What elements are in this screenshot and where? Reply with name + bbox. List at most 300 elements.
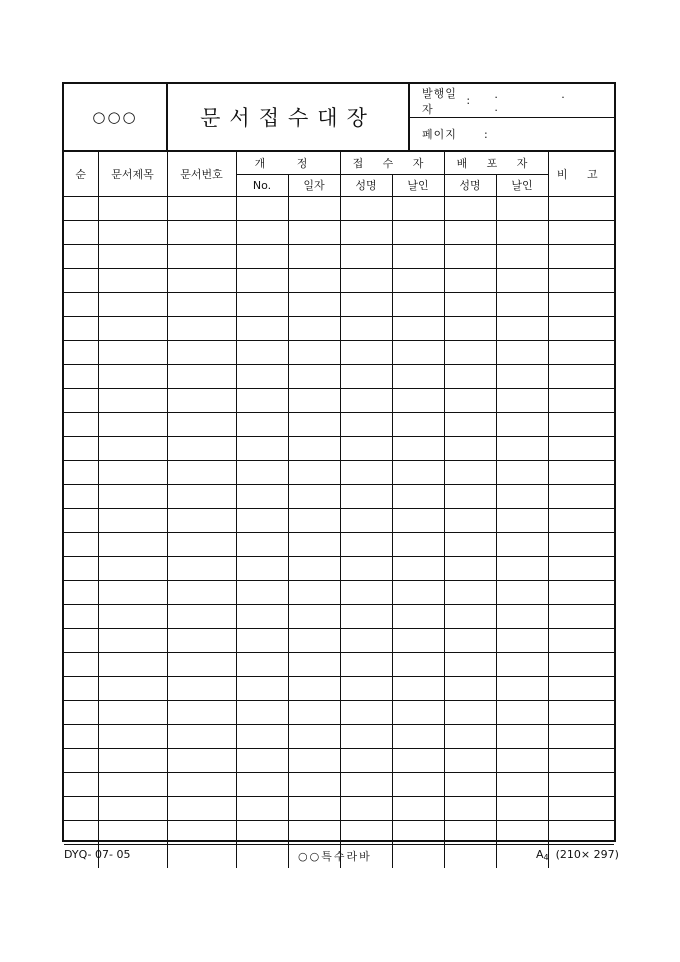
cell-revision-date[interactable] bbox=[288, 580, 340, 604]
cell-revision-no[interactable] bbox=[236, 796, 288, 820]
cell-revision-date[interactable] bbox=[288, 700, 340, 724]
cell-distributor-name[interactable] bbox=[444, 268, 496, 292]
cell-distributor-seal[interactable] bbox=[496, 460, 548, 484]
cell-seq[interactable] bbox=[64, 340, 98, 364]
cell-revision-date[interactable] bbox=[288, 316, 340, 340]
cell-receiver-name[interactable] bbox=[340, 796, 392, 820]
cell-distributor-seal[interactable] bbox=[496, 700, 548, 724]
cell-distributor-name[interactable] bbox=[444, 292, 496, 316]
cell-doc-number[interactable] bbox=[167, 412, 236, 436]
cell-receiver-name[interactable] bbox=[340, 436, 392, 460]
cell-distributor-name[interactable] bbox=[444, 460, 496, 484]
cell-revision-date[interactable] bbox=[288, 556, 340, 580]
cell-doc-title[interactable] bbox=[98, 340, 167, 364]
cell-doc-number[interactable] bbox=[167, 484, 236, 508]
cell-seq[interactable] bbox=[64, 604, 98, 628]
cell-revision-date[interactable] bbox=[288, 676, 340, 700]
cell-distributor-seal[interactable] bbox=[496, 436, 548, 460]
cell-receiver-name[interactable] bbox=[340, 628, 392, 652]
col-revision-date-header: 일자 bbox=[288, 174, 340, 196]
cell-revision-no[interactable] bbox=[236, 772, 288, 796]
cell-seq[interactable] bbox=[64, 652, 98, 676]
cell-remarks[interactable] bbox=[548, 196, 614, 220]
col-revision-no-header: No. bbox=[236, 174, 288, 196]
cell-doc-number[interactable] bbox=[167, 772, 236, 796]
cell-remarks[interactable] bbox=[548, 748, 614, 772]
cell-distributor-seal[interactable] bbox=[496, 484, 548, 508]
cell-remarks[interactable] bbox=[548, 340, 614, 364]
cell-revision-date[interactable] bbox=[288, 484, 340, 508]
cell-remarks[interactable] bbox=[548, 580, 614, 604]
cell-distributor-name[interactable] bbox=[444, 508, 496, 532]
cell-doc-number[interactable] bbox=[167, 628, 236, 652]
cell-receiver-name[interactable] bbox=[340, 460, 392, 484]
cell-receiver-seal[interactable] bbox=[392, 436, 444, 460]
cell-doc-title[interactable] bbox=[98, 556, 167, 580]
cell-receiver-name[interactable] bbox=[340, 340, 392, 364]
cell-receiver-name[interactable] bbox=[340, 484, 392, 508]
cell-revision-no[interactable] bbox=[236, 364, 288, 388]
cell-remarks[interactable] bbox=[548, 508, 614, 532]
cell-distributor-name[interactable] bbox=[444, 724, 496, 748]
cell-receiver-name[interactable] bbox=[340, 748, 392, 772]
cell-doc-number[interactable] bbox=[167, 268, 236, 292]
issue-date-row bbox=[410, 84, 614, 118]
cell-receiver-name[interactable] bbox=[340, 316, 392, 340]
cell-doc-title[interactable] bbox=[98, 268, 167, 292]
cell-revision-no[interactable] bbox=[236, 844, 288, 868]
cell-doc-number[interactable] bbox=[167, 556, 236, 580]
cell-remarks[interactable] bbox=[548, 244, 614, 268]
cell-distributor-seal[interactable] bbox=[496, 604, 548, 628]
cell-doc-title[interactable] bbox=[98, 580, 167, 604]
cell-doc-title[interactable] bbox=[98, 748, 167, 772]
cell-seq[interactable] bbox=[64, 484, 98, 508]
cell-revision-date[interactable] bbox=[288, 364, 340, 388]
cell-receiver-seal[interactable] bbox=[392, 460, 444, 484]
cell-distributor-seal[interactable] bbox=[496, 316, 548, 340]
company-placeholder: ○○○ bbox=[64, 84, 168, 150]
cell-revision-date[interactable] bbox=[288, 412, 340, 436]
cell-receiver-seal[interactable] bbox=[392, 820, 444, 844]
cell-receiver-name[interactable] bbox=[340, 700, 392, 724]
cell-remarks[interactable] bbox=[548, 388, 614, 412]
cell-remarks[interactable] bbox=[548, 652, 614, 676]
cell-receiver-name[interactable] bbox=[340, 820, 392, 844]
table-row bbox=[64, 436, 614, 460]
table-row bbox=[64, 796, 614, 820]
cell-distributor-seal[interactable] bbox=[496, 268, 548, 292]
cell-distributor-name[interactable] bbox=[444, 484, 496, 508]
cell-distributor-seal[interactable] bbox=[496, 196, 548, 220]
cell-remarks[interactable] bbox=[548, 772, 614, 796]
page-colon: : bbox=[484, 127, 488, 141]
cell-revision-no[interactable] bbox=[236, 316, 288, 340]
cell-distributor-seal[interactable] bbox=[496, 556, 548, 580]
receipt-register-form bbox=[62, 82, 616, 842]
cell-receiver-name[interactable] bbox=[340, 580, 392, 604]
cell-distributor-name[interactable] bbox=[444, 604, 496, 628]
cell-remarks[interactable] bbox=[548, 460, 614, 484]
cell-revision-date[interactable] bbox=[288, 460, 340, 484]
cell-distributor-seal[interactable] bbox=[496, 652, 548, 676]
cell-remarks[interactable] bbox=[548, 268, 614, 292]
cell-doc-number[interactable] bbox=[167, 436, 236, 460]
paper-size-number: 4 bbox=[543, 853, 549, 862]
cell-receiver-seal[interactable] bbox=[392, 412, 444, 436]
cell-distributor-seal[interactable] bbox=[496, 508, 548, 532]
cell-seq[interactable] bbox=[64, 724, 98, 748]
cell-doc-number[interactable] bbox=[167, 388, 236, 412]
cell-doc-title[interactable] bbox=[98, 700, 167, 724]
cell-revision-date[interactable] bbox=[288, 292, 340, 316]
cell-doc-title[interactable] bbox=[98, 484, 167, 508]
cell-doc-number[interactable] bbox=[167, 532, 236, 556]
cell-receiver-name[interactable] bbox=[340, 196, 392, 220]
cell-receiver-name[interactable] bbox=[340, 676, 392, 700]
cell-doc-number[interactable] bbox=[167, 844, 236, 868]
cell-revision-no[interactable] bbox=[236, 244, 288, 268]
cell-doc-title[interactable] bbox=[98, 652, 167, 676]
cell-doc-number[interactable] bbox=[167, 340, 236, 364]
cell-distributor-name[interactable] bbox=[444, 844, 496, 868]
cell-doc-number[interactable] bbox=[167, 724, 236, 748]
cell-seq[interactable] bbox=[64, 676, 98, 700]
cell-doc-number[interactable] bbox=[167, 292, 236, 316]
cell-revision-date[interactable] bbox=[288, 724, 340, 748]
cell-doc-number[interactable] bbox=[167, 220, 236, 244]
cell-doc-title[interactable] bbox=[98, 508, 167, 532]
cell-seq[interactable] bbox=[64, 412, 98, 436]
cell-receiver-seal[interactable] bbox=[392, 628, 444, 652]
cell-seq[interactable] bbox=[64, 244, 98, 268]
cell-doc-number[interactable] bbox=[167, 460, 236, 484]
cell-remarks[interactable] bbox=[548, 676, 614, 700]
cell-receiver-seal[interactable] bbox=[392, 244, 444, 268]
cell-seq[interactable] bbox=[64, 196, 98, 220]
cell-receiver-seal[interactable] bbox=[392, 340, 444, 364]
cell-doc-number[interactable] bbox=[167, 508, 236, 532]
paper-size bbox=[536, 848, 619, 862]
cell-distributor-name[interactable] bbox=[444, 772, 496, 796]
cell-seq[interactable] bbox=[64, 772, 98, 796]
cell-doc-title[interactable] bbox=[98, 724, 167, 748]
cell-receiver-name[interactable] bbox=[340, 268, 392, 292]
cell-doc-title[interactable] bbox=[98, 796, 167, 820]
cell-seq[interactable] bbox=[64, 220, 98, 244]
cell-receiver-name[interactable] bbox=[340, 364, 392, 388]
table-row bbox=[64, 244, 614, 268]
cell-distributor-name[interactable] bbox=[444, 196, 496, 220]
cell-receiver-seal[interactable] bbox=[392, 844, 444, 868]
table-row bbox=[64, 676, 614, 700]
cell-revision-no[interactable] bbox=[236, 676, 288, 700]
cell-receiver-name[interactable] bbox=[340, 652, 392, 676]
cell-remarks[interactable] bbox=[548, 724, 614, 748]
cell-revision-no[interactable] bbox=[236, 532, 288, 556]
cell-distributor-seal[interactable] bbox=[496, 628, 548, 652]
cell-revision-date[interactable] bbox=[288, 772, 340, 796]
cell-distributor-seal[interactable] bbox=[496, 748, 548, 772]
cell-distributor-name[interactable] bbox=[444, 412, 496, 436]
cell-revision-no[interactable] bbox=[236, 292, 288, 316]
cell-doc-title[interactable] bbox=[98, 316, 167, 340]
table-row bbox=[64, 532, 614, 556]
cell-doc-title[interactable] bbox=[98, 244, 167, 268]
cell-receiver-seal[interactable] bbox=[392, 556, 444, 580]
cell-receiver-seal[interactable] bbox=[392, 700, 444, 724]
cell-remarks[interactable] bbox=[548, 316, 614, 340]
cell-receiver-seal[interactable] bbox=[392, 676, 444, 700]
cell-revision-no[interactable] bbox=[236, 628, 288, 652]
cell-doc-title[interactable] bbox=[98, 364, 167, 388]
cell-receiver-seal[interactable] bbox=[392, 196, 444, 220]
form-header bbox=[64, 84, 614, 152]
cell-remarks[interactable] bbox=[548, 556, 614, 580]
cell-distributor-name[interactable] bbox=[444, 244, 496, 268]
cell-receiver-name[interactable] bbox=[340, 724, 392, 748]
cell-doc-title[interactable] bbox=[98, 196, 167, 220]
cell-receiver-name[interactable] bbox=[340, 412, 392, 436]
cell-distributor-seal[interactable] bbox=[496, 724, 548, 748]
table-row bbox=[64, 412, 614, 436]
cell-receiver-name[interactable] bbox=[340, 556, 392, 580]
cell-distributor-name[interactable] bbox=[444, 580, 496, 604]
cell-distributor-name[interactable] bbox=[444, 700, 496, 724]
cell-doc-title[interactable] bbox=[98, 292, 167, 316]
cell-seq[interactable] bbox=[64, 268, 98, 292]
cell-receiver-seal[interactable] bbox=[392, 220, 444, 244]
issue-date-label: 발행일자 bbox=[422, 86, 457, 116]
cell-remarks[interactable] bbox=[548, 412, 614, 436]
cell-doc-number[interactable] bbox=[167, 676, 236, 700]
table-row bbox=[64, 820, 614, 844]
cell-distributor-name[interactable] bbox=[444, 388, 496, 412]
cell-doc-title[interactable] bbox=[98, 436, 167, 460]
cell-distributor-name[interactable] bbox=[444, 556, 496, 580]
cell-seq[interactable] bbox=[64, 460, 98, 484]
cell-revision-no[interactable] bbox=[236, 580, 288, 604]
cell-distributor-name[interactable] bbox=[444, 220, 496, 244]
cell-doc-title[interactable] bbox=[98, 772, 167, 796]
cell-revision-no[interactable] bbox=[236, 388, 288, 412]
cell-distributor-seal[interactable] bbox=[496, 220, 548, 244]
cell-revision-no[interactable] bbox=[236, 340, 288, 364]
cell-revision-no[interactable] bbox=[236, 724, 288, 748]
cell-doc-number[interactable] bbox=[167, 796, 236, 820]
cell-distributor-name[interactable] bbox=[444, 436, 496, 460]
cell-remarks[interactable] bbox=[548, 436, 614, 460]
cell-receiver-name[interactable] bbox=[340, 388, 392, 412]
table-row bbox=[64, 556, 614, 580]
table-row bbox=[64, 604, 614, 628]
cell-distributor-seal[interactable] bbox=[496, 340, 548, 364]
cell-receiver-seal[interactable] bbox=[392, 772, 444, 796]
cell-seq[interactable] bbox=[64, 508, 98, 532]
cell-remarks[interactable] bbox=[548, 628, 614, 652]
cell-seq[interactable] bbox=[64, 580, 98, 604]
cell-remarks[interactable] bbox=[548, 532, 614, 556]
cell-revision-date[interactable] bbox=[288, 340, 340, 364]
cell-distributor-name[interactable] bbox=[444, 364, 496, 388]
cell-distributor-seal[interactable] bbox=[496, 580, 548, 604]
cell-distributor-name[interactable] bbox=[444, 628, 496, 652]
cell-doc-title[interactable] bbox=[98, 220, 167, 244]
cell-revision-no[interactable] bbox=[236, 748, 288, 772]
cell-revision-no[interactable] bbox=[236, 436, 288, 460]
cell-distributor-seal[interactable] bbox=[496, 676, 548, 700]
cell-remarks[interactable] bbox=[548, 796, 614, 820]
cell-revision-no[interactable] bbox=[236, 412, 288, 436]
cell-distributor-seal[interactable] bbox=[496, 532, 548, 556]
cell-distributor-seal[interactable] bbox=[496, 292, 548, 316]
cell-doc-title[interactable] bbox=[98, 676, 167, 700]
cell-revision-no[interactable] bbox=[236, 220, 288, 244]
cell-revision-date[interactable] bbox=[288, 652, 340, 676]
cell-revision-no[interactable] bbox=[236, 508, 288, 532]
cell-revision-no[interactable] bbox=[236, 700, 288, 724]
cell-revision-date[interactable] bbox=[288, 508, 340, 532]
cell-revision-date[interactable] bbox=[288, 532, 340, 556]
cell-seq[interactable] bbox=[64, 292, 98, 316]
cell-doc-title[interactable] bbox=[98, 460, 167, 484]
table-row bbox=[64, 700, 614, 724]
cell-doc-number[interactable] bbox=[167, 700, 236, 724]
cell-doc-title[interactable] bbox=[98, 412, 167, 436]
cell-doc-number[interactable] bbox=[167, 604, 236, 628]
cell-distributor-name[interactable] bbox=[444, 820, 496, 844]
cell-receiver-seal[interactable] bbox=[392, 652, 444, 676]
cell-revision-date[interactable] bbox=[288, 820, 340, 844]
cell-revision-no[interactable] bbox=[236, 604, 288, 628]
cell-seq[interactable] bbox=[64, 796, 98, 820]
cell-doc-title[interactable] bbox=[98, 532, 167, 556]
cell-distributor-seal[interactable] bbox=[496, 796, 548, 820]
cell-receiver-seal[interactable] bbox=[392, 508, 444, 532]
cell-revision-no[interactable] bbox=[236, 820, 288, 844]
cell-revision-date[interactable] bbox=[288, 388, 340, 412]
cell-receiver-name[interactable] bbox=[340, 244, 392, 268]
cell-remarks[interactable] bbox=[548, 292, 614, 316]
cell-revision-date[interactable] bbox=[288, 220, 340, 244]
cell-distributor-name[interactable] bbox=[444, 652, 496, 676]
cell-seq[interactable] bbox=[64, 532, 98, 556]
cell-receiver-name[interactable] bbox=[340, 532, 392, 556]
cell-doc-title[interactable] bbox=[98, 388, 167, 412]
cell-distributor-name[interactable] bbox=[444, 676, 496, 700]
cell-remarks[interactable] bbox=[548, 484, 614, 508]
cell-revision-date[interactable] bbox=[288, 436, 340, 460]
cell-revision-date[interactable] bbox=[288, 604, 340, 628]
cell-distributor-seal[interactable] bbox=[496, 772, 548, 796]
cell-receiver-seal[interactable] bbox=[392, 604, 444, 628]
cell-seq[interactable] bbox=[64, 700, 98, 724]
cell-seq[interactable] bbox=[64, 820, 98, 844]
cell-revision-date[interactable] bbox=[288, 796, 340, 820]
cell-seq[interactable] bbox=[64, 436, 98, 460]
cell-seq[interactable] bbox=[64, 364, 98, 388]
cell-remarks[interactable] bbox=[548, 604, 614, 628]
cell-seq[interactable] bbox=[64, 748, 98, 772]
cell-doc-title[interactable] bbox=[98, 604, 167, 628]
cell-doc-number[interactable] bbox=[167, 580, 236, 604]
cell-distributor-seal[interactable] bbox=[496, 364, 548, 388]
cell-distributor-name[interactable] bbox=[444, 532, 496, 556]
cell-remarks[interactable] bbox=[548, 364, 614, 388]
cell-distributor-name[interactable] bbox=[444, 340, 496, 364]
cell-revision-no[interactable] bbox=[236, 196, 288, 220]
cell-revision-date[interactable] bbox=[288, 196, 340, 220]
cell-receiver-seal[interactable] bbox=[392, 388, 444, 412]
cell-seq[interactable] bbox=[64, 316, 98, 340]
cell-receiver-seal[interactable] bbox=[392, 724, 444, 748]
cell-doc-number[interactable] bbox=[167, 652, 236, 676]
cell-revision-no[interactable] bbox=[236, 460, 288, 484]
cell-revision-date[interactable] bbox=[288, 628, 340, 652]
cell-doc-number[interactable] bbox=[167, 316, 236, 340]
table-row bbox=[64, 724, 614, 748]
cell-receiver-seal[interactable] bbox=[392, 484, 444, 508]
table-row bbox=[64, 292, 614, 316]
cell-doc-title[interactable] bbox=[98, 820, 167, 844]
table-row bbox=[64, 508, 614, 532]
cell-doc-number[interactable] bbox=[167, 820, 236, 844]
cell-receiver-name[interactable] bbox=[340, 220, 392, 244]
cell-doc-title[interactable] bbox=[98, 628, 167, 652]
cell-receiver-seal[interactable] bbox=[392, 532, 444, 556]
cell-revision-no[interactable] bbox=[236, 484, 288, 508]
cell-receiver-name[interactable] bbox=[340, 772, 392, 796]
cell-receiver-seal[interactable] bbox=[392, 292, 444, 316]
cell-doc-number[interactable] bbox=[167, 748, 236, 772]
cell-distributor-name[interactable] bbox=[444, 748, 496, 772]
table-row bbox=[64, 196, 614, 220]
cell-receiver-name[interactable] bbox=[340, 508, 392, 532]
cell-revision-date[interactable] bbox=[288, 244, 340, 268]
cell-remarks[interactable] bbox=[548, 220, 614, 244]
cell-revision-no[interactable] bbox=[236, 556, 288, 580]
cell-receiver-seal[interactable] bbox=[392, 364, 444, 388]
cell-distributor-seal[interactable] bbox=[496, 820, 548, 844]
cell-revision-date[interactable] bbox=[288, 748, 340, 772]
cell-revision-date[interactable] bbox=[288, 268, 340, 292]
cell-distributor-seal[interactable] bbox=[496, 388, 548, 412]
cell-seq[interactable] bbox=[64, 628, 98, 652]
cell-distributor-name[interactable] bbox=[444, 316, 496, 340]
cell-doc-number[interactable] bbox=[167, 244, 236, 268]
issue-date-colon: : bbox=[466, 94, 471, 107]
cell-receiver-seal[interactable] bbox=[392, 580, 444, 604]
cell-doc-number[interactable] bbox=[167, 364, 236, 388]
cell-revision-no[interactable] bbox=[236, 268, 288, 292]
cell-receiver-seal[interactable] bbox=[392, 748, 444, 772]
cell-receiver-name[interactable] bbox=[340, 292, 392, 316]
cell-receiver-seal[interactable] bbox=[392, 316, 444, 340]
cell-distributor-seal[interactable] bbox=[496, 412, 548, 436]
cell-receiver-seal[interactable] bbox=[392, 268, 444, 292]
cell-receiver-name[interactable] bbox=[340, 604, 392, 628]
cell-seq[interactable] bbox=[64, 556, 98, 580]
col-remarks-header: 비 고 bbox=[548, 152, 614, 196]
cell-distributor-seal[interactable] bbox=[496, 244, 548, 268]
cell-distributor-name[interactable] bbox=[444, 796, 496, 820]
cell-remarks[interactable] bbox=[548, 820, 614, 844]
cell-receiver-seal[interactable] bbox=[392, 796, 444, 820]
cell-remarks[interactable] bbox=[548, 700, 614, 724]
cell-revision-no[interactable] bbox=[236, 652, 288, 676]
cell-doc-number[interactable] bbox=[167, 196, 236, 220]
cell-seq[interactable] bbox=[64, 388, 98, 412]
